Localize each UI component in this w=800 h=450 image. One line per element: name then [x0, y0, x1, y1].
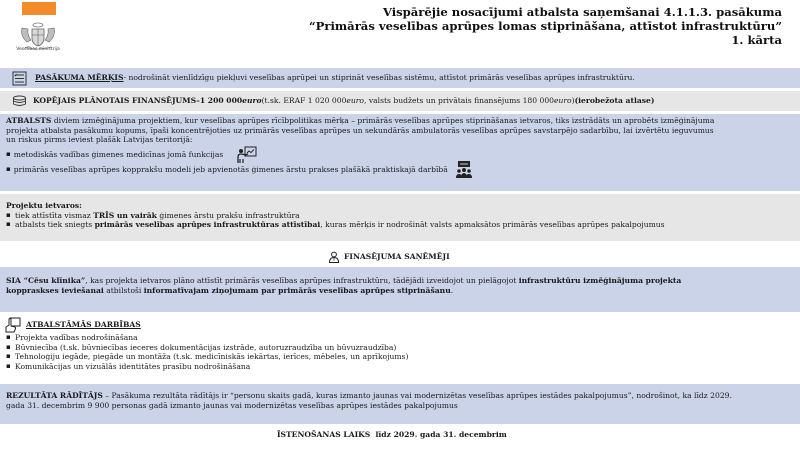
funding-limited: (ierobežota atlase): [574, 96, 655, 106]
recipient-label: FINASĒJUMA SAŅĒMĒJI: [344, 252, 450, 262]
result-line-1: [6, 391, 796, 401]
result-section: [6, 391, 796, 410]
checklist-icon: [12, 71, 27, 86]
ministry-name: Veselības ministrija: [16, 47, 60, 52]
recipient-line-2-d: .: [450, 285, 454, 295]
framework-item-2-c: , kuras mērķis ir nodrošināt valsts apmaksātos primārās veselības aprūpes pakalpojumus: [320, 220, 665, 230]
support-section: [6, 116, 796, 145]
coat-of-arms-icon: [17, 20, 59, 50]
support-item-label: primārās veselības aprūpes kopprakšu modeli jeb apvienotās ģimenes ārstu prakses plašākā praktiskajā darbībā: [13, 165, 448, 175]
framework-item-1-b: TRĪS un vairāk: [93, 210, 157, 220]
funding-amount: 1 200 000: [199, 96, 243, 106]
funding-currency: euro: [242, 96, 262, 106]
framework-item-2-b: primārās veselības aprūpes infrastruktūras attīstībai: [94, 220, 321, 230]
recipient-line-2-b: atbilstoši: [103, 285, 144, 295]
activity-item: ▪ Tehnoloģiju iegāde, piegāde un montāža (t.sk. medicīniskās iekārtas, ierīces, mēbeles, un aprīkojums): [6, 352, 408, 362]
recipient-line-2-c: informatīvajam ziņojumam par primārās veselības aprūpes stiprināšanu: [143, 285, 451, 295]
deadline-label: ĪSTENOŠANAS LAIKS: [277, 430, 371, 440]
support-list: [6, 148, 474, 178]
result-text-1: – Pasākuma rezultāta rādītājs ir “personu skaits gadā, kuras izmanto jaunas vai modernizētas veselības aprūpes iestādes pakalpojumus”, nodrošinot, ka līdz 2029.: [102, 391, 732, 400]
goal-row: [12, 69, 635, 87]
goal-label: PASĀKUMA MĒRĶIS: [35, 73, 124, 83]
recipient-line-1-b: , kas projekta ietvaros plāno attīstīt primārās veselības aprūpes infrastruktūru, tādējādi izveidojot un pielāgojot: [85, 276, 519, 285]
activity-item: ▪ Būvniecība (t.sk. būvniecības ieceres dokumentācijas izstrāde, autoruzraudzība un būvuzraudzība): [6, 343, 408, 353]
goal-text: - nodrošināt vienlīdzīgu piekļuvi veselības aprūpei un stiprināt veselības sistēmu, attīstot primārās veselības aprūpes infrastruktūru.: [123, 73, 635, 83]
framework-label: Projektu ietvaros:: [6, 201, 82, 210]
hand-pointer-icon: [4, 317, 22, 333]
support-line-1: [6, 116, 796, 126]
activity-item: ▪ Projekta vadības nodrošināšana: [6, 333, 408, 343]
deadline-row: [277, 429, 507, 441]
framework-item: [6, 220, 796, 230]
support-text-1: diviem izmēģinājuma projektiem, kur veselības aprūpes rīcībpolitikas mērķa – primārās veselības aprūpes stiprināšanas ietvaros, tiks izstrādāts un aprobēts izmēģinājuma: [51, 116, 715, 125]
recipient-section: [6, 276, 796, 295]
funding-row: [12, 92, 654, 110]
activities-heading: [4, 316, 141, 334]
support-line-2: projekta atbalsta pasākumu kopums, īpaši koncentrējoties uz primārās veselības aprūpes un sekundārās ambulatorās veselības aprūpes savstarpējo sadarbību, lai izvērtētu ieguvumus: [6, 125, 714, 135]
funding-dash: –: [196, 96, 200, 106]
funding-detail-currency-2: euro: [554, 96, 572, 106]
deadline-value: līdz 2029. gada 31. decembrim: [370, 430, 507, 440]
recipient-heading: [328, 250, 450, 264]
funding-detail-c: ): [571, 96, 575, 106]
result-label: REZULTĀTA RĀDĪTĀJS: [6, 391, 103, 400]
page-title: [309, 5, 782, 47]
result-line-2: gada 31. decembrim 9 900 personas gadā izmanto jaunas vai modernizētas veselības aprūpes iestādes pakalpojumus: [6, 400, 458, 410]
framework-item-1-c: ģimenes ārstu prakšu infrastruktūra: [156, 210, 300, 220]
funding-detail-a: (t.sk. ERAF 1 020 000: [261, 96, 347, 106]
support-item-label: metodiskās vadības ģimenes medicīnas jomā funkcijas: [13, 150, 224, 160]
framework-list: [6, 211, 796, 230]
title-line-2: “Primārās veselības aprūpes lomas stiprināšana, attīstot infrastruktūru”: [309, 19, 782, 33]
framework-item: [6, 211, 796, 221]
framework-item-2-a: atbalsts tiek sniegts: [15, 220, 95, 230]
recipient-line-1-c: infrastruktūru izmēģinājuma projekta: [518, 276, 682, 285]
recipient-line-2: [6, 286, 796, 296]
support-line-3: un riskus pirms ieviest plašāk Latvijas teritorijā:: [6, 135, 193, 145]
activities-label: ATBALSTĀMĀS DARBĪBAS: [26, 320, 141, 330]
title-line-1: Vispārējie nosacījumi atbalsta saņemšanai 4.1.1.3. pasākuma: [382, 5, 782, 19]
coins-icon: [12, 95, 27, 108]
funding-detail-currency-1: euro: [346, 96, 365, 106]
activities-list: [6, 333, 408, 371]
framework-item-1-a: tiek attīstīta vismaz: [15, 210, 94, 220]
support-label: ATBALSTS: [6, 116, 52, 125]
recipient-line-2-a: koppraskses ieviešanai: [6, 285, 104, 295]
support-item: ▪ metodiskās vadības ģimenes medicīnas jomā funkcijas: [6, 148, 474, 162]
recipient-line-1: [6, 276, 796, 286]
framework-section: [6, 201, 796, 230]
title-line-3: 1. kārta: [731, 33, 782, 47]
support-item: ▪ primārās veselības aprūpes kopprakšu modeli jeb apvienotās ģimenes ārstu prakses plašākā praktiskajā darbībā: [6, 162, 474, 178]
group-presentation-icon: [454, 161, 474, 179]
funding-label: KOPĒJAIS PLĀNOTAIS FINANSĒJUMS: [33, 96, 197, 106]
person-icon: [328, 251, 340, 263]
activity-item: ▪ Komunikācijas un vizuālās identitātes prasību nodrošināšana: [6, 362, 408, 372]
recipient-name: SIA “Cēsu klīnika”: [6, 276, 86, 285]
funding-detail-b: , valsts budžets un privātais finansējums 180 000: [364, 96, 554, 106]
orange-accent-bar: [22, 2, 56, 15]
